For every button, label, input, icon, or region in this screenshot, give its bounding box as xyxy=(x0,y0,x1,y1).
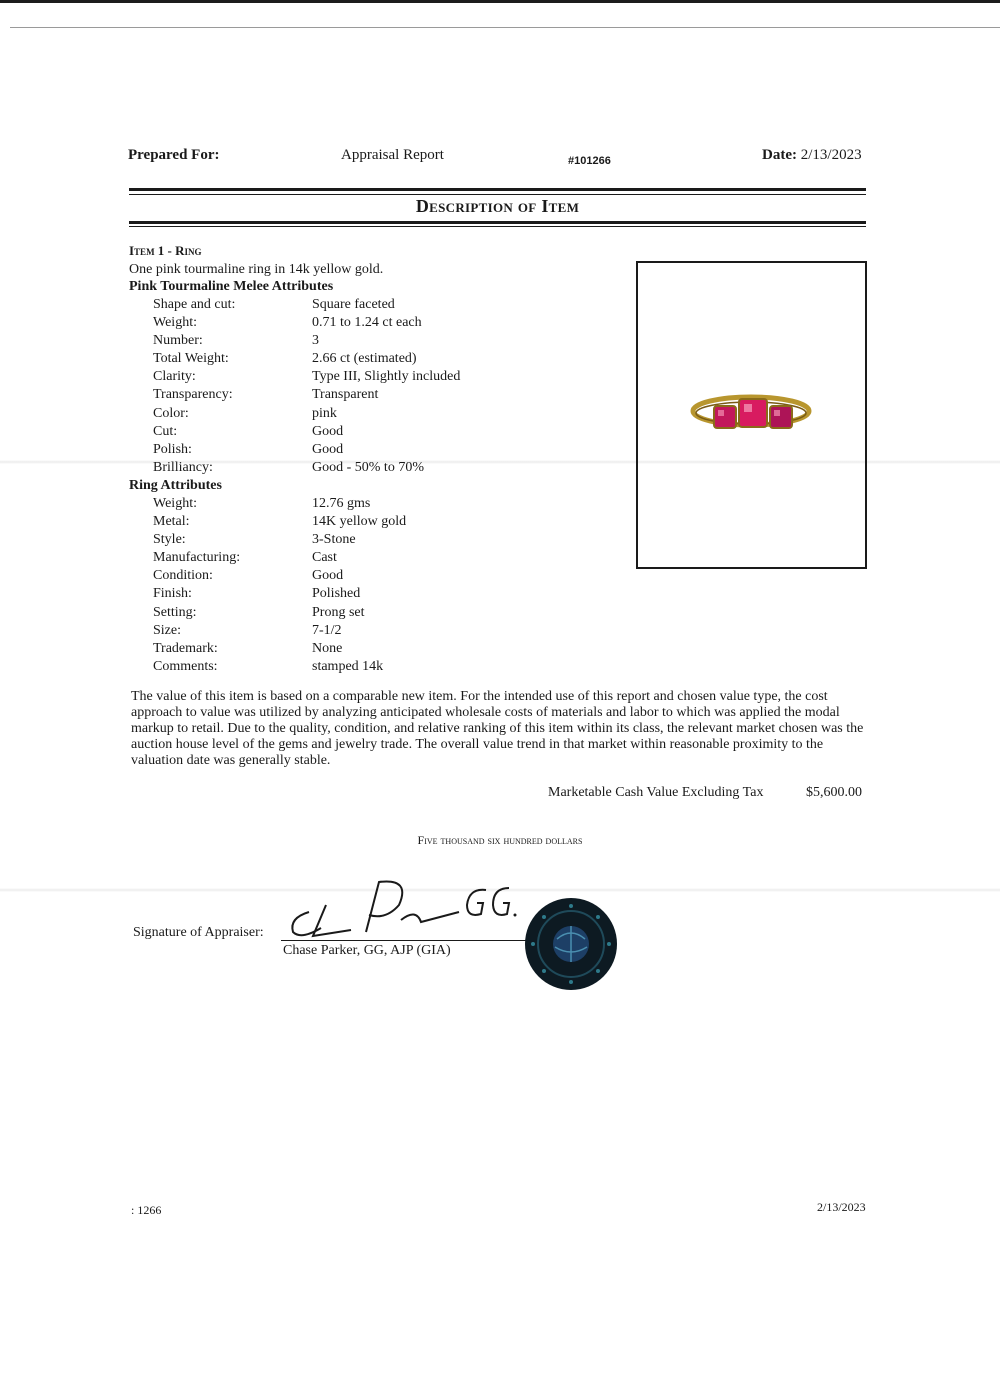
footer-date: 2/13/2023 xyxy=(817,1200,866,1214)
attr-label: Color: xyxy=(153,406,189,421)
attr-value: Good xyxy=(312,424,344,439)
attr-row xyxy=(153,442,573,460)
ring-photo xyxy=(638,263,865,567)
attr-row xyxy=(153,460,573,478)
attr-value: None xyxy=(312,641,343,656)
attr-label: Shape and cut: xyxy=(153,297,236,312)
attr-row xyxy=(153,514,573,532)
attr-value: 0.71 to 1.24 ct each xyxy=(312,315,422,330)
scan-line xyxy=(10,27,1000,28)
attr-label: Comments: xyxy=(153,659,218,674)
attr-label: Transparency: xyxy=(153,387,233,402)
attr-row xyxy=(153,351,573,369)
attr-value: Prong set xyxy=(312,605,365,620)
scan-edge xyxy=(0,0,1000,3)
attr-value: 12.76 gms xyxy=(312,496,371,511)
section-title: Description of Item xyxy=(415,196,580,216)
handwritten-signature xyxy=(281,870,521,945)
attr-row xyxy=(153,297,573,315)
attr-row xyxy=(153,659,573,677)
valuation-paragraph: The value of this item is based on a comparable new item. For the intended use of this report and chosen value type, the cost approach to value was utilized by analyzing anticipated wholesale costs of materials and labor to which was applied the modal markup to retail. Due to the quality, condition, and relative ranking of this item within its class, the relevant market chosen was the auction house level of the gems and jewelry trade. The overall value trend in that market within reasonable proximity to the valuation date was generally stable. xyxy=(131,689,864,768)
item-description: One pink tourmaline ring in 14k yellow gold. xyxy=(129,262,384,277)
date-value: 2/13/2023 xyxy=(800,147,862,163)
header-rule-thin xyxy=(129,194,866,195)
attr-row xyxy=(153,568,573,586)
attr-label: Setting: xyxy=(153,605,197,620)
attr-row xyxy=(153,550,573,568)
attr-row xyxy=(153,315,573,333)
section-rule-thin xyxy=(129,226,866,227)
melee-heading: Pink Tourmaline Melee Attributes xyxy=(129,279,334,294)
value-amount: $5,600.00 xyxy=(806,785,862,800)
date-label: Date: xyxy=(762,147,797,163)
appraiser-seal-icon xyxy=(524,897,618,991)
attr-label: Number: xyxy=(153,333,203,348)
attr-value: Cast xyxy=(312,550,337,565)
attr-row xyxy=(153,387,573,405)
attr-label: Metal: xyxy=(153,514,190,529)
attr-value: 2.66 ct (estimated) xyxy=(312,351,417,366)
header-rule xyxy=(129,188,866,191)
attr-value: Good xyxy=(312,442,344,457)
section-rule xyxy=(129,221,866,224)
report-number: #101266 xyxy=(568,155,611,167)
attr-label: Weight: xyxy=(153,315,197,330)
appraiser-name: Chase Parker, GG, AJP (GIA) xyxy=(283,943,451,958)
attr-label: Total Weight: xyxy=(153,351,229,366)
attr-value: 7-1/2 xyxy=(312,623,342,638)
attr-row xyxy=(153,333,573,351)
report-title: Appraisal Report xyxy=(341,147,444,163)
attr-row xyxy=(153,586,573,604)
value-in-words: Five thousand six hundred dollars xyxy=(417,833,583,847)
attr-label: Clarity: xyxy=(153,369,196,384)
prepared-for-label: Prepared For: xyxy=(128,147,220,163)
attr-label: Finish: xyxy=(153,586,192,601)
attr-row xyxy=(153,496,573,514)
attr-value: stamped 14k xyxy=(312,659,384,674)
attr-label: Style: xyxy=(153,532,186,547)
attr-row xyxy=(153,406,573,424)
attr-value: 3-Stone xyxy=(312,532,356,547)
attr-row xyxy=(153,605,573,623)
attr-value: Square faceted xyxy=(312,297,395,312)
attr-row xyxy=(153,623,573,641)
attr-value: pink xyxy=(312,406,337,421)
attr-row xyxy=(153,424,573,442)
attr-label: Size: xyxy=(153,623,181,638)
attr-row xyxy=(153,369,573,387)
ring-heading: Ring Attributes xyxy=(129,478,222,493)
attr-value: 14K yellow gold xyxy=(312,514,407,529)
footer-left: : 1266 xyxy=(131,1203,162,1217)
report-date xyxy=(762,147,862,164)
signature-line xyxy=(281,940,531,941)
attr-value: Good xyxy=(312,568,344,583)
attr-value: 3 xyxy=(312,333,319,348)
attr-value: Polished xyxy=(312,586,361,601)
signature-label: Signature of Appraiser: xyxy=(133,925,264,940)
attr-row xyxy=(153,641,573,659)
attr-value: Transparent xyxy=(312,387,379,402)
attr-label: Weight: xyxy=(153,496,197,511)
attr-value: Good - 50% to 70% xyxy=(312,460,424,475)
item-title: Item 1 - Ring xyxy=(129,243,202,258)
value-label: Marketable Cash Value Excluding Tax xyxy=(548,785,764,800)
attr-label: Trademark: xyxy=(153,641,218,656)
item-photo-frame xyxy=(636,261,867,569)
attr-value: Type III, Slightly included xyxy=(312,369,461,384)
attr-label: Polish: xyxy=(153,442,192,457)
attr-label: Cut: xyxy=(153,424,178,439)
attr-row xyxy=(153,532,573,550)
attr-label: Brilliancy: xyxy=(153,460,213,475)
attr-label: Condition: xyxy=(153,568,213,583)
attr-label: Manufacturing: xyxy=(153,550,241,565)
